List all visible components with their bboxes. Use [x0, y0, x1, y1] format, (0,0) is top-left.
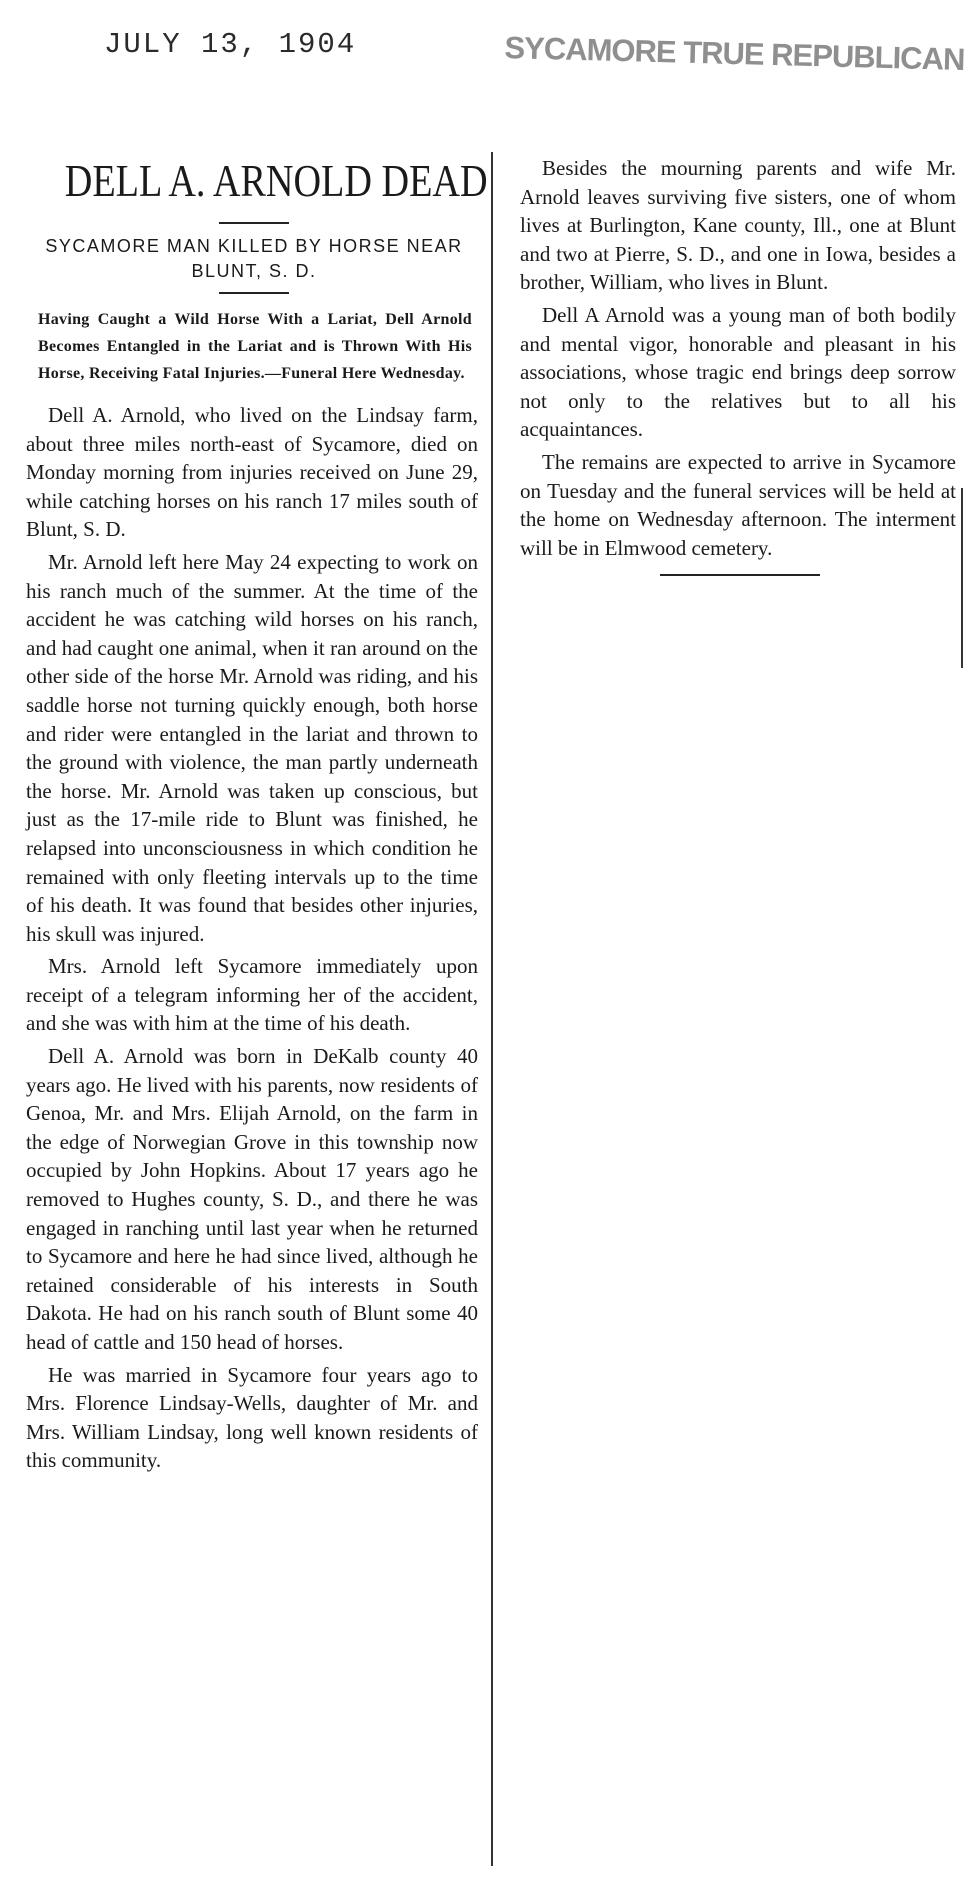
subhead: SYCAMORE MAN KILLED BY HORSE NEAR BLUNT, S. D.: [45, 236, 463, 281]
paragraph: Dell A Arnold was a young man of both bodily and mental vigor, honorable and pleasant in his associations, whose tragic end brings deep sorrow not only to the relatives but to all his acquaintances.: [520, 302, 956, 442]
headline-rule: [219, 222, 289, 224]
paragraph: Dell A. Arnold was born in DeKalb county 40 years ago. He lived with his parents, now residents of Genoa, Mr. and Mrs. Elijah Arnold, on the farm in the edge of Norwegian Grove in this township now occupied by John Hopkins. About 17 years ago he removed to Hughes county, S. D., and there he was engaged in ranching until last year when he returned to Sycamore and here he had since lived, although he retained considerable of his interests in South Dakota. He had on his ranch south of Blunt some 40 head of cattle and 150 head of horses.: [26, 1044, 478, 1354]
paragraph: The remains are expected to arrive in Sycamore on Tuesday and the funeral services will be held at the home on Wednesday afternoon. The interment will be in Elmwood cemetery.: [520, 449, 956, 560]
subhead-rule: [219, 292, 289, 294]
newspaper-name: SYCAMORE TRUE REPUBLICAN: [504, 30, 965, 78]
paragraph: Mr. Arnold left here May 24 expecting to work on his ranch much of the summer. At the time of the accident he was catching wild horses on his ranch, and had caught one animal, when it ran around on the other side of the horse Mr. Arnold was riding, and his saddle horse not turning quickly enough, both horse and rider were entangled in the lariat and thrown to the ground with violence, the man partly underneath the horse. Mr. Arnold was taken up conscious, but just as the 17-mile ride to Blunt was finished, he relapsed into unconsciousness in which condition he remained with only fleeting intervals up to the time of his death. It was found that besides other injuries, his skull was injured.: [26, 549, 478, 946]
left-column: [26, 148, 488, 1475]
headline: DELL A. ARNOLD DEAD: [64, 155, 488, 206]
right-body: [520, 154, 960, 562]
paragraph: Mrs. Arnold left Sycamore immediately upon receipt of a telegram informing her of the accident, and she was with him at the time of his death.: [26, 954, 478, 1036]
right-column: [520, 154, 960, 576]
clipping-date: JULY 13, 1904: [104, 28, 357, 61]
paragraph: He was married in Sycamore four years ago to Mrs. Florence Lindsay-Wells, daughter of Mr. and Mrs. William Lindsay, long well known residents of this community.: [26, 1362, 478, 1473]
column-rule-left: [491, 152, 493, 1866]
column-rule-right: [961, 488, 963, 668]
paragraph: Besides the mourning parents and wife Mr. Arnold leaves surviving five sisters, one of whom lives at Burlington, Kane county, Ill., one at Blunt and two at Pierre, S. D., and one in Iowa, besides a brother, William, who lives in Blunt.: [520, 156, 956, 295]
deck: Having Caught a Wild Horse With a Lariat, Dell Arnold Becomes Entangled in the Lariat and is Thrown With His Horse, Receiving Fatal Injuries.—Funeral Here Wednesday.: [38, 311, 472, 382]
paragraph: Dell A. Arnold, who lived on the Lindsay farm, about three miles north-east of Sycamore, died on Monday morning from injuries received on June 29, while catching horses on his ranch 17 miles south of Blunt, S. D.: [26, 403, 478, 542]
left-body: [26, 401, 482, 1475]
end-rule: [660, 574, 820, 576]
